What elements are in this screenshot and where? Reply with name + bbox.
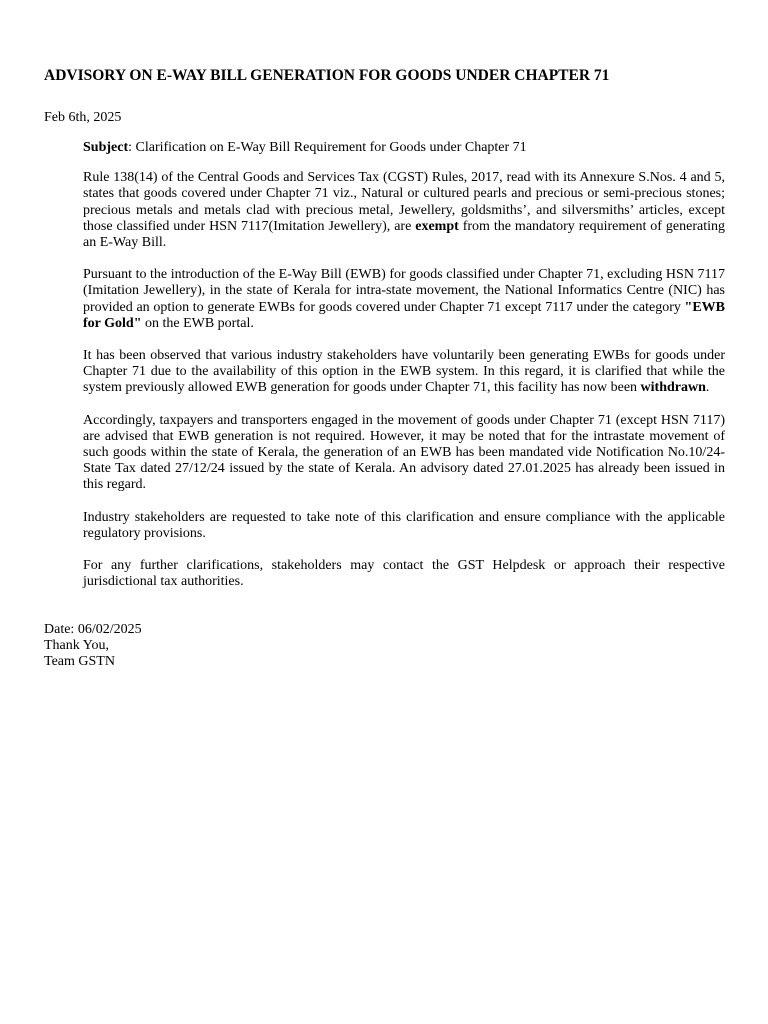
paragraph-compliance: Industry stakeholders are requested to take note of this clarification and ensure compliance with the applicable regulatory provisions. bbox=[83, 509, 725, 541]
closing-date: Date: 06/02/2025 bbox=[44, 622, 142, 637]
closing-block bbox=[44, 622, 142, 671]
document-title: ADVISORY ON E-WAY BILL GENERATION FOR GOODS UNDER CHAPTER 71 bbox=[44, 67, 610, 84]
paragraph-text: Pursuant to the introduction of the E-Way Bill (EWB) for goods classified under Chapter 71, excluding HSN 7117 (Imitation Jewellery), in the state of Kerala for intra-state movement, the National Informatics Centre (NIC) has provided an option to generate EWBs for goods covered under Chapter 71 except 7117 under the category bbox=[83, 267, 725, 315]
paragraph-text: . bbox=[705, 380, 710, 396]
paragraph-text: Rule 138(14) of the Central Goods and Services Tax (CGST) Rules, 2017, read with its Annexure S.Nos. 4 and 5, states that goods covered under Chapter 71 viz., Natural or cultured pearls and precious or semi-precious stones; precious metals and metals clad with precious metal, Jewellery, goldsmiths’, and silversmiths’ articles, except those classified under HSN 7117(Imitation Jewellery), are bbox=[83, 170, 725, 234]
closing-signature: Team GSTN bbox=[44, 654, 115, 670]
paragraph-ewb-introduction bbox=[83, 267, 725, 332]
document-date: Feb 6th, 2025 bbox=[44, 110, 122, 125]
subject-label: Subject bbox=[83, 140, 129, 155]
subject-text: : Clarification on E-Way Bill Requirement for Goods under Chapter 71 bbox=[128, 140, 527, 155]
document-body bbox=[83, 140, 725, 606]
subject-line bbox=[83, 140, 725, 156]
emphasis-exempt: exempt bbox=[415, 218, 459, 234]
paragraph-contact: For any further clarifications, stakeholders may contact the GST Helpdesk or approach their respective jurisdictional tax authorities. bbox=[83, 558, 725, 590]
closing-thanks: Thank You, bbox=[44, 638, 109, 654]
paragraph-advice: Accordingly, taxpayers and transporters engaged in the movement of goods under Chapter 71 (except HSN 7117) are advised that EWB generation is not required. However, it may be noted that for the intrastate movement of such goods within the state of Kerala, the generation of an EWB has been mandated vide Notification No.10/24-State Tax dated 27/12/24 issued by the state of Kerala. An advisory dated 27.01.2025 has already been issued in this regard. bbox=[83, 412, 725, 493]
paragraph-text: from the mandatory requirement of generating an E-Way Bill. bbox=[83, 218, 725, 251]
paragraph-text: on the EWB portal. bbox=[141, 315, 254, 331]
paragraph-rule-138 bbox=[83, 170, 725, 251]
paragraph-facility-withdrawn bbox=[83, 348, 725, 397]
paragraph-text: It has been observed that various industry stakeholders have voluntarily been generating EWBs for goods under Chapter 71 due to the availability of this option in the EWB system. In this regard, it is clarified that while the system previously allowed EWB generation for goods under Chapter 71, this facility has now been bbox=[83, 348, 725, 396]
emphasis-withdrawn: withdrawn bbox=[640, 380, 706, 396]
emphasis-ewb-for-gold: "EWB for Gold" bbox=[83, 299, 725, 331]
